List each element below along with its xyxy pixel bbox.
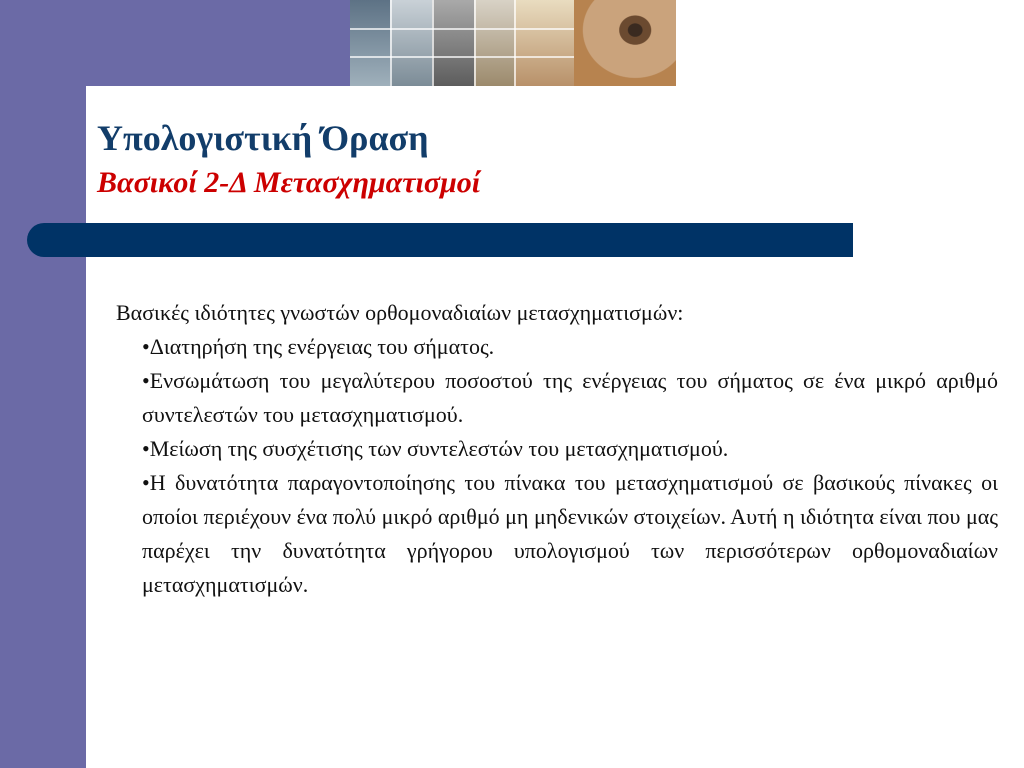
- collage-tile: [432, 0, 474, 86]
- bullet-item: •Ενσωμάτωση του μεγαλύτερου ποσοστού της ενέργειας του σήματος σε ένα μικρό αριθμό συντελεστών του μετασχηματισμού.: [142, 368, 998, 427]
- collage-grid-line: [432, 0, 434, 86]
- collage-tile: [514, 0, 574, 86]
- bullet-item: •Διατηρήση της ενέργειας του σήματος.: [142, 334, 495, 359]
- collage-grid-line: [514, 0, 516, 86]
- collage-tile: [350, 0, 390, 86]
- top-right-background: [676, 0, 1024, 86]
- title-divider-bar: [27, 223, 853, 257]
- slide-subtitle: Βασικοί 2-Δ Μετασχηματισμοί: [97, 166, 481, 199]
- intro-text: Βασικές ιδιότητες γνωστών ορθομοναδιαίων μετασχηματισμών:: [116, 300, 684, 325]
- slide-body: [116, 296, 998, 602]
- collage-tile: [390, 0, 432, 86]
- collage-grid-line: [350, 28, 574, 30]
- bullet-item: •Η δυνατότητα παραγοντοποίησης του πίνακα του μετασχηματισμού σε βασικούς πίνακες οι οποίοι περιέχουν ένα πολύ μικρό αριθμό μη μηδενικών στοιχείων. Αυτή η ιδιότητα είναι που μας παρέχει την δυνατότητα γρήγορου υπολογισμού των περισσότερων ορθομοναδιαίων μετασχηματισμών.: [142, 470, 998, 597]
- collage-grid-line: [350, 56, 574, 58]
- collage-grid-line: [474, 0, 476, 86]
- collage-tile: [474, 0, 514, 86]
- left-frame-band: [0, 0, 86, 768]
- collage-grid-line: [390, 0, 392, 86]
- eye-image: [574, 0, 676, 86]
- header-image-collage: [350, 0, 676, 86]
- bullet-item: •Μείωση της συσχέτισης των συντελεστών του μετασχηματισμού.: [142, 436, 729, 461]
- bullet-list: [116, 330, 998, 602]
- slide-title: Υπολογιστική Όραση: [97, 118, 429, 158]
